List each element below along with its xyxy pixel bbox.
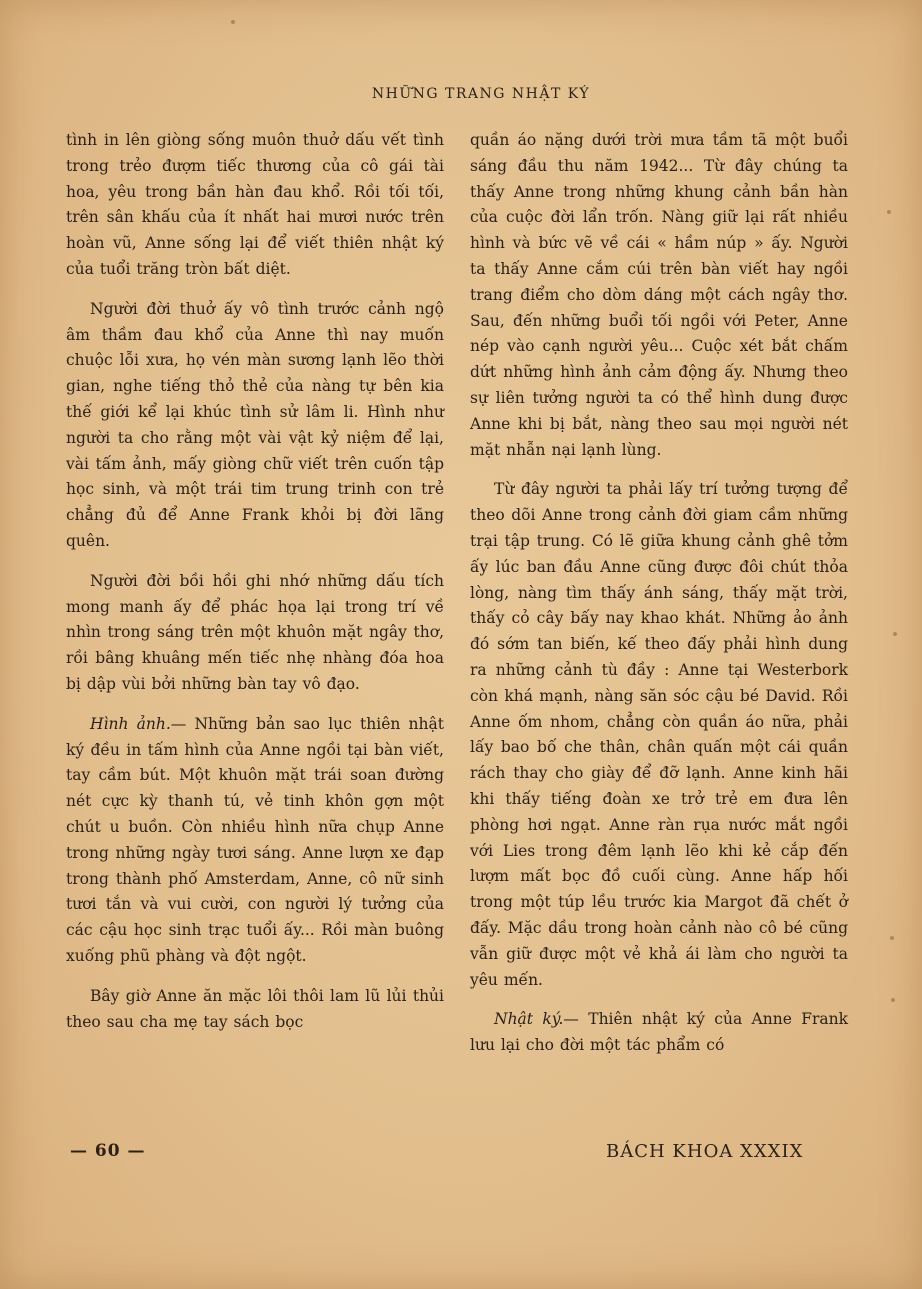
paragraph: Từ đây người ta phải lấy trí tưởng tượng để theo dõi Anne trong cảnh đời giam cầm những trại tập trung. Có lẽ giữa khung cảnh ghê tởm ấy lúc ban đầu Anne cũng được đôi chút thỏa lòng, nàng tìm thấy ánh sáng, thấy mặt trời, thấy cỏ cây bấy nay khao khát. Những ảo ảnh đó sớm tan biến, kế theo đấy phải hình dung ra những cảnh tù đầy : Anne tại Westerbork còn khá mạnh, nàng săn sóc cậu bé David. Rồi Anne ốm nhom, chẳng còn quần áo nữa, phải lấy bao bố che thân, chân quấn một cái quần rách thay cho giày để đỡ lạnh. Anne kinh hãi khi thấy tiếng đoàn xe trở trẻ em đưa lên phòng hơi ngạt. Anne ràn rụa nước mắt ngồi với Lies trong đêm lạnh lẽo khi kẻ cắp đến lượm mất bọc đồ cuối cùng. Anne hấp hối trong một túp lều trước kia Margot đã chết ở đấy. Mặc dầu trong hoàn cảnh nào cô bé cũng vẫn giữ được một vẻ khả ái làm cho người ta yêu mến. [470, 480, 848, 989]
paragraph: quần áo nặng dưới trời mưa tầm tã một buổi sáng đầu thu năm 1942... Từ đây chúng ta thấy Anne trong những khung cảnh bần hàn của cuộc đời lẩn trốn. Nàng giữ lại rất nhiều hình và bức vẽ về cái « hầm núp » ấy. Người ta thấy Anne cắm cúi trên bàn viết hay ngồi trang điểm cho dòm dáng một cách ngây thơ. Sau, đến những buổi tối ngồi với Peter, Anne nép vào cạnh người yêu... Cuộc xét bắt chấm dứt những hình ảnh cảm động ấy. Nhưng theo sự liên tưởng người ta có thể hình dung được Anne khi bị bắt, nàng theo sau mọi người nét mặt nhẫn nại lạnh lùng. [470, 131, 848, 459]
paragraph-text: — Những bản sao lục thiên nhật ký đều in tấm hình của Anne ngồi tại bàn viết, tay cầm bút. Một khuôn mặt trái soan đường nét cực kỳ thanh tú, vẻ tinh khôn gợn một chút u buồn. Còn nhiều hình nữa chụp Anne trong những ngày tươi sáng. Anne lượn xe đạp trong thành phố Amsterdam, Anne, cô nữ sinh tươi tắn và vui cười, con người lý tưởng của các cậu học sinh trạc tuổi ấy... Rồi màn buông xuống phũ phàng và đột ngột. [66, 714, 444, 965]
paper-fleck [891, 998, 895, 1002]
paragraph: Người đời bồi hồi ghi nhớ những dấu tích mong manh ấy để phác họa lại trong trí về nhìn trong sáng trên một khuôn mặt ngây thơ, rồi bâng khuâng mến tiếc nhẹ nhàng đóa hoa bị dập vùi bởi những bàn tay vô đạo. [66, 571, 444, 693]
paragraph: tình in lên giòng sống muôn thuở dấu vết tình trong trẻo đượm tiếc thương của cô gái tài hoa, yêu trong bần hàn đau khổ. Rồi tối tối, trên sân khấu của ít nhất hai mươi nước trên hoàn vũ, Anne sống lại để viết thiên nhật ký của tuổi trăng tròn bất diệt. [66, 131, 444, 278]
paragraph [66, 712, 444, 970]
right-column [470, 128, 848, 1073]
publication-name: BÁCH KHOA XXXIX [606, 1141, 804, 1162]
paragraph-text: — Thiên nhật ký của Anne Frank lưu lại cho đời một tác phẩm có [470, 1010, 848, 1055]
paper-fleck [890, 936, 894, 940]
page-number: — 60 — [70, 1141, 146, 1161]
paper-fleck [231, 20, 235, 24]
left-column [66, 128, 444, 1049]
paper-fleck [893, 632, 897, 636]
paper-fleck [887, 210, 891, 214]
paragraph: Bây giờ Anne ăn mặc lôi thôi lam lũ lủi thủi theo sau cha mẹ tay sách bọc [66, 986, 444, 1031]
paragraph: Người đời thuở ấy vô tình trước cảnh ngộ âm thầm đau khổ của Anne thì nay muốn chuộc lỗi xưa, họ vén màn sương lạnh lẽo thời gian, nghe tiếng thỏ thẻ của nàng tự bên kia thế giới kể lại khúc tình sử lâm li. Hình như người ta cho rằng một vài vật kỷ niệm để lại, vài tấm ảnh, mấy giòng chữ viết trên cuốn tập học sinh, và một trái tim trung trinh con trẻ chẳng đủ để Anne Frank khỏi bị đời lãng quên. [66, 299, 444, 550]
section-lead-nhat-ky: Nhật ký. [494, 1010, 564, 1029]
running-header: NHỮNG TRANG NHẬT KÝ [371, 86, 591, 102]
paragraph [470, 1007, 848, 1059]
section-lead-hinh-anh: Hình ảnh. [90, 714, 171, 733]
